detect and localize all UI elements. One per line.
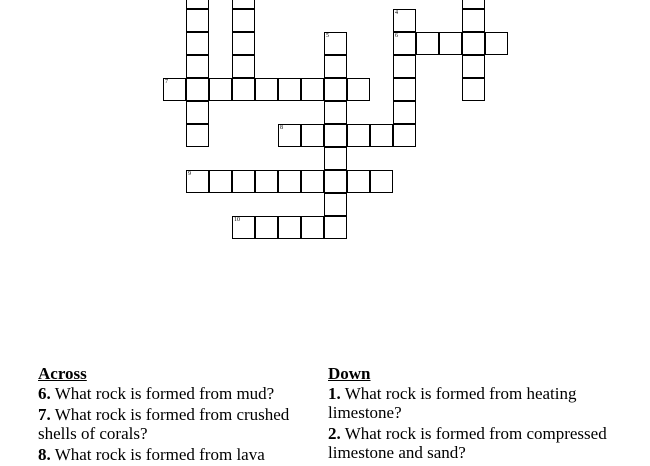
cell-number: 6 — [395, 33, 398, 39]
crossword-cell[interactable] — [462, 0, 485, 9]
clue-number: 7. — [38, 405, 51, 424]
crossword-cell[interactable] — [324, 216, 347, 239]
crossword-cell[interactable] — [324, 147, 347, 170]
clue-text: What rock is formed from compressed limestone and sand? — [328, 424, 607, 462]
crossword-cell[interactable] — [301, 78, 324, 101]
cell-number: 7 — [165, 79, 168, 85]
clue-across-8 — [38, 445, 318, 464]
crossword-cell[interactable] — [163, 78, 186, 101]
clue-text: What rock is formed from lava — [50, 445, 265, 464]
crossword-cell[interactable] — [347, 170, 370, 193]
clue-text: What rock is formed from mud? — [50, 384, 275, 403]
clue-down-2 — [328, 424, 608, 462]
clue-number: 6. — [38, 384, 51, 403]
cell-number: 8 — [280, 125, 283, 131]
clue-down-1 — [328, 384, 608, 422]
clue-across-6 — [38, 384, 318, 403]
crossword-cell[interactable] — [324, 193, 347, 216]
crossword-cell[interactable] — [232, 216, 255, 239]
crossword-cell[interactable] — [301, 170, 324, 193]
crossword-cell[interactable] — [278, 78, 301, 101]
down-clues — [328, 364, 608, 464]
crossword-cell[interactable] — [186, 170, 209, 193]
crossword-cell[interactable] — [347, 124, 370, 147]
crossword-cell[interactable] — [462, 55, 485, 78]
crossword-cell[interactable] — [232, 78, 255, 101]
crossword-cell[interactable] — [324, 170, 347, 193]
crossword-cell[interactable] — [232, 55, 255, 78]
crossword-cell[interactable] — [393, 55, 416, 78]
crossword-cell[interactable] — [370, 170, 393, 193]
crossword-cell[interactable] — [186, 55, 209, 78]
crossword-cell[interactable] — [324, 124, 347, 147]
cell-number: 5 — [326, 33, 329, 39]
crossword-cell[interactable] — [232, 32, 255, 55]
crossword-cell[interactable] — [370, 124, 393, 147]
clue-number: 2. — [328, 424, 341, 443]
crossword-cell[interactable] — [278, 216, 301, 239]
across-heading: Across — [38, 364, 87, 383]
crossword-cell[interactable] — [324, 55, 347, 78]
crossword-cell[interactable] — [462, 32, 485, 55]
crossword-cell[interactable] — [324, 78, 347, 101]
clue-across-7 — [38, 405, 318, 443]
clue-number: 8. — [38, 445, 51, 464]
crossword-cell[interactable] — [301, 124, 324, 147]
crossword-cell[interactable] — [485, 32, 508, 55]
crossword-cell[interactable] — [255, 170, 278, 193]
crossword-cell[interactable] — [232, 9, 255, 32]
crossword-cell[interactable] — [186, 124, 209, 147]
crossword-cell[interactable] — [393, 101, 416, 124]
crossword-cell[interactable] — [324, 32, 347, 55]
cell-number: 4 — [395, 10, 398, 16]
crossword-cell[interactable] — [393, 124, 416, 147]
crossword-cell[interactable] — [462, 9, 485, 32]
crossword-cell[interactable] — [278, 170, 301, 193]
down-heading: Down — [328, 364, 371, 383]
crossword-cell[interactable] — [186, 9, 209, 32]
cell-number: 9 — [188, 171, 191, 177]
crossword-cell[interactable] — [186, 0, 209, 9]
crossword-cell[interactable] — [232, 170, 255, 193]
crossword-cell[interactable] — [324, 101, 347, 124]
clue-text: What rock is formed from heating limestone? — [328, 384, 577, 422]
crossword-cell[interactable] — [209, 78, 232, 101]
crossword-cell[interactable] — [278, 124, 301, 147]
crossword-cell[interactable] — [209, 170, 232, 193]
crossword-cell[interactable] — [462, 78, 485, 101]
crossword-cell[interactable] — [416, 32, 439, 55]
crossword-cell[interactable] — [439, 32, 462, 55]
crossword-cell[interactable] — [255, 216, 278, 239]
crossword-cell[interactable] — [393, 78, 416, 101]
cell-number: 10 — [234, 217, 240, 223]
clue-text: What rock is formed from crushed shells of corals? — [38, 405, 290, 443]
crossword-cell[interactable] — [393, 32, 416, 55]
clue-number: 1. — [328, 384, 341, 403]
crossword-cell[interactable] — [186, 101, 209, 124]
crossword-cell[interactable] — [186, 78, 209, 101]
crossword-cell[interactable] — [232, 0, 255, 9]
crossword-cell[interactable] — [301, 216, 324, 239]
across-clues — [38, 364, 318, 466]
crossword-cell[interactable] — [393, 9, 416, 32]
crossword-cell[interactable] — [347, 78, 370, 101]
crossword-cell[interactable] — [186, 32, 209, 55]
crossword-cell[interactable] — [255, 78, 278, 101]
